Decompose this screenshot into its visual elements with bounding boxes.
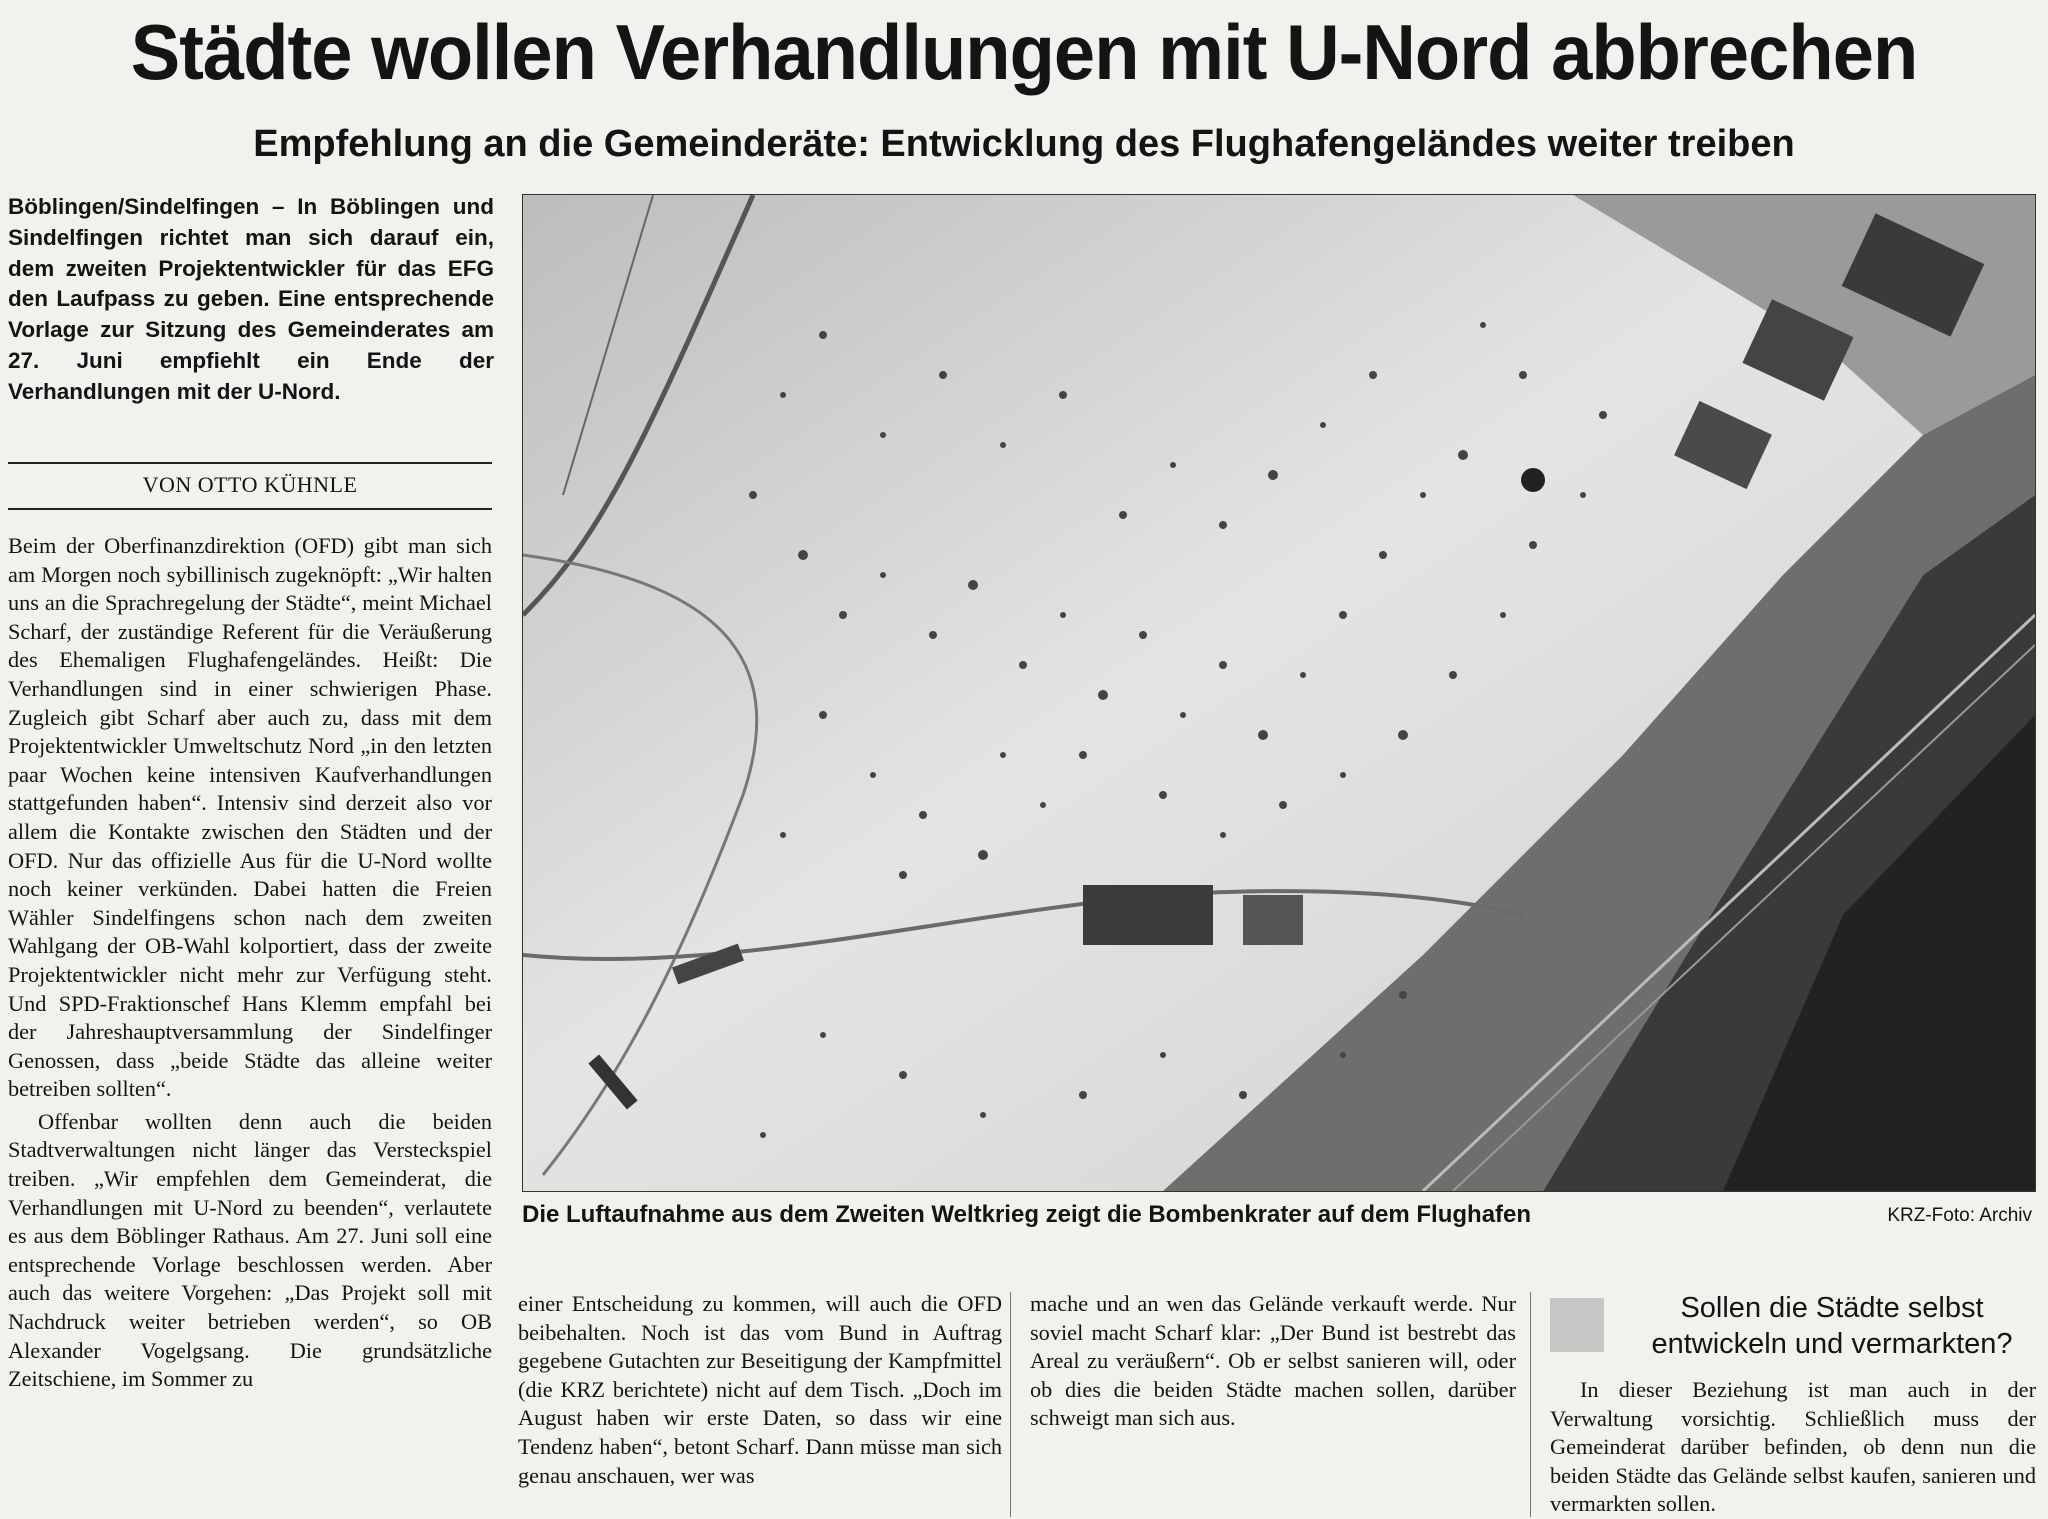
- body-column-2: einer Entscheidung zu kommen, will auch die OFD beibehalten. Noch ist das vom Bund in Auftrag gegebene Gutachten zur Beseitigung der Kampfmittel (die KRZ berichtete) nicht auf dem Tisch. „Doch im August haben wir erste Daten, so dass wir eine Tendenz haben“, betont Scharf. Dann müsse man sich genau anschauen, wer was: [518, 1291, 1002, 1488]
- infobox-body: In dieser Beziehung ist man auch in der Verwaltung vorsichtig. Schließlich muss der Gemeinderat darüber befinden, ob denn nun die beiden Städte das Gelände selbst kaufen, sanieren und vermarkten sollen.: [1550, 1377, 2036, 1517]
- body-column-3: mache und an wen das Gelände verkauft werde. Nur soviel macht Scharf klar: „Der Bund ist bestrebt das Areal zu veräußern“. Ob er selbst sanieren will, oder ob dies die beiden Städte machen sollen, darüber schweigt man sich aus.: [1030, 1291, 1516, 1431]
- body-paragraph: Offenbar wollten denn auch die beiden Stadtverwaltungen nicht länger das Versteckspiel treiben. „Wir empfehlen dem Gemeinderat, die Verhandlungen mit U-Nord zu beenden“, verlautete es aus dem Böblinger Rathaus. Am 27. Juni soll eine entsprechende Vorlage beschlossen werden. Aber auch das weitere Vorgehen: „Das Projekt soll mit Nachdruck weiter betrieben werden“, so OB Alexander Vogelgsang. Die grundsätzliche Zeitschiene, im Sommer zu: [8, 1108, 492, 1392]
- column-divider: [1530, 1292, 1531, 1517]
- photo-caption: Die Luftaufnahme aus dem Zweiten Weltkrieg zeigt die Bombenkrater auf dem Flughafen: [522, 1201, 1532, 1228]
- subheadline: Empfehlung an die Gemeinderäte: Entwicklung des Flughafengeländes weiter treiben: [253, 123, 1795, 165]
- column-divider: [1010, 1292, 1011, 1517]
- infobox-header: [1550, 1290, 2040, 1368]
- infobox-title: Sollen die Städte selbst entwickeln und vermarkten?: [1651, 1292, 2013, 1360]
- lead-paragraph: Böblingen/Sindelfingen – In Böblingen und Sindelfingen richtet man sich darauf ein, dem zweiten Projektentwickler für das EFG den Laufpass zu geben. Eine entsprechende Vorlage zur Sitzung des Gemeinderates am 27. Juni empfiehlt ein Ende der Verhandlungen mit der U-Nord.: [8, 194, 494, 404]
- rule-below-byline: [8, 508, 492, 510]
- headline: Städte wollen Verhandlungen mit U-Nord abbrechen: [130, 8, 1918, 96]
- aerial-photo-illustration: [523, 195, 2035, 1191]
- body-paragraph: Beim der Oberfinanzdirektion (OFD) gibt man sich am Morgen noch sybillinisch zugeknöpft: „Wir halten uns an die Sprachregelung der Städte“, meint Michael Scharf, der zuständige Referent für die Veräußerung des Ehemaligen Flughafengeländes. Heißt: Die Verhandlungen sind in einer schwierigen Phase. Zugleich gibt Scharf aber auch zu, dass mit dem Projektentwickler Umweltschutz Nord „in den letzten paar Wochen keine intensiven Kaufverhandlungen stattgefunden haben“. Intensiv sind derzeit also vor allem die Kontakte zwischen den Städten und der OFD. Nur das offizielle Aus für die U-Nord wollte noch keiner verkünden. Dabei hatten die Freien Wähler Sindelfingens schon nach dem zweiten Wahlgang der OB-Wahl kolportiert, dass der zweite Projektentwickler nicht mehr zur Verfügung steht. Und SPD-Fraktionschef Hans Klemm empfahl bei der Jahreshauptversammlung der Sindelfinger Genossen, dass „beide Städte das alleine weiter betreiben sollten“.: [8, 533, 492, 1102]
- body-column-1: [8, 532, 492, 1394]
- rule-above-byline: [8, 462, 492, 464]
- byline: VON OTTO KÜHNLE: [142, 472, 358, 497]
- photo-credit: KRZ-Foto: Archiv: [1887, 1205, 2032, 1226]
- infobox-marker-square: [1550, 1298, 1604, 1352]
- aerial-photo: [522, 194, 2036, 1192]
